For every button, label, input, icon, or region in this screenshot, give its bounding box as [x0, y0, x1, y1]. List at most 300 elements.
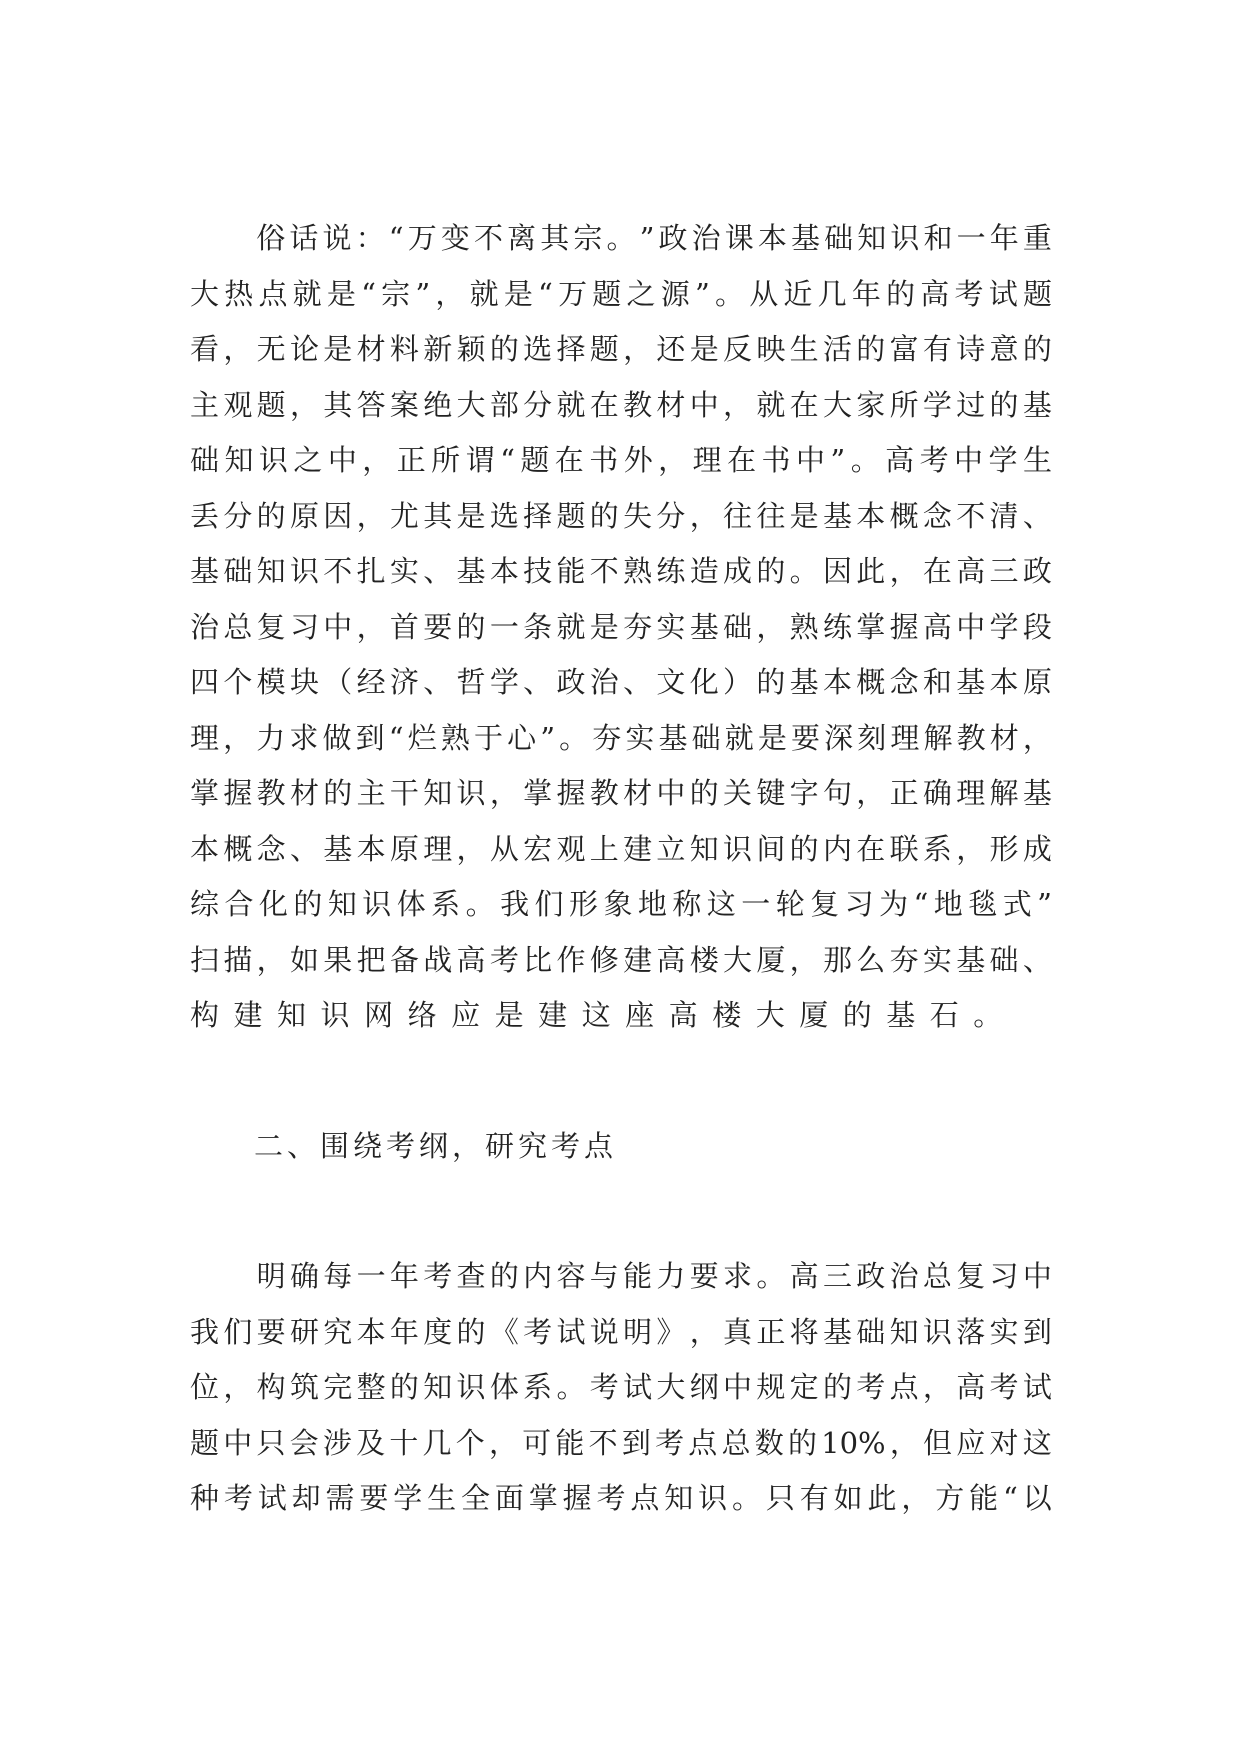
- text-glyph: [223, 1249, 252, 1305]
- text-glyph: 分: [656, 498, 686, 533]
- text-glyph: 描: [223, 942, 253, 977]
- text-glyph: 考: [919, 443, 949, 477]
- text-glyph: 年: [851, 276, 881, 311]
- text-glyph: 研: [289, 1314, 319, 1349]
- text-glyph: 题: [556, 498, 586, 533]
- text-glyph: 习: [989, 1259, 1019, 1293]
- text-glyph: 实: [389, 554, 419, 588]
- text-glyph: 尤: [389, 498, 419, 533]
- text-glyph: 知: [256, 554, 286, 588]
- text-glyph: 高: [920, 276, 950, 311]
- text-glyph: 的: [323, 776, 353, 810]
- text-glyph: 如: [289, 942, 319, 977]
- text-glyph: 间: [756, 831, 786, 866]
- text-glyph: 大: [755, 998, 785, 1032]
- text-line: [190, 1416, 1052, 1472]
- text-glyph: 源: [660, 276, 690, 311]
- text-glyph: 础: [190, 443, 220, 477]
- text-glyph: 每: [323, 1259, 353, 1293]
- text-glyph: 解: [923, 720, 953, 755]
- text-line: [190, 933, 1052, 989]
- text-glyph: 就: [292, 276, 322, 311]
- text-glyph: 是: [757, 720, 787, 755]
- text-glyph: 力: [256, 720, 286, 755]
- text-glyph: 种: [190, 1481, 220, 1515]
- text-glyph: 是: [323, 332, 353, 366]
- text-glyph: 高: [456, 942, 486, 977]
- text-glyph: 知: [889, 1314, 919, 1349]
- text-glyph: 在: [856, 831, 886, 866]
- text-glyph: 考: [423, 1259, 453, 1293]
- text-glyph: 观: [556, 831, 586, 866]
- text-glyph: 可: [522, 1425, 552, 1460]
- text-glyph: ，: [756, 609, 786, 644]
- text-glyph: 教: [256, 776, 286, 810]
- text-glyph: 学: [922, 387, 952, 422]
- text-glyph: 高: [789, 1259, 819, 1293]
- text-glyph: 的: [886, 276, 916, 311]
- text-glyph: 楼: [689, 942, 719, 977]
- text-glyph: ，: [356, 498, 386, 533]
- paragraph-1: [190, 211, 1052, 1044]
- text-glyph: 练: [656, 554, 686, 588]
- text-glyph: 我: [190, 1314, 220, 1349]
- text-glyph: ，: [356, 609, 386, 644]
- text-glyph: 却: [291, 1481, 321, 1515]
- text-glyph: ：: [355, 221, 385, 255]
- text-glyph: 知: [857, 221, 887, 255]
- text-glyph: 能: [555, 1425, 585, 1460]
- text-glyph: 中: [689, 387, 719, 422]
- text-glyph: 理: [956, 776, 986, 810]
- text-glyph: 念: [889, 665, 919, 699]
- text-glyph: 基: [956, 942, 986, 977]
- text-glyph: 总: [922, 1259, 952, 1293]
- text-glyph: 三: [822, 1259, 852, 1293]
- text-glyph: 知: [664, 1481, 694, 1515]
- text-glyph: 考: [655, 1425, 685, 1460]
- text-glyph: 概: [889, 498, 919, 533]
- text-glyph: 生: [427, 1481, 457, 1515]
- text-glyph: 。: [606, 221, 636, 255]
- text-glyph: 这: [581, 998, 611, 1032]
- text-glyph: “: [500, 443, 515, 477]
- text-glyph: 筑: [289, 1370, 319, 1404]
- text-glyph: 知: [689, 831, 719, 866]
- text-glyph: 、: [523, 665, 553, 699]
- text-glyph: 基: [1022, 387, 1052, 422]
- text-glyph: 正: [756, 1314, 786, 1349]
- text-glyph: 夯: [623, 609, 653, 644]
- text-glyph: [190, 1249, 219, 1305]
- text-glyph: 综: [190, 887, 220, 921]
- text-glyph: 材: [656, 387, 686, 422]
- text-glyph: 识: [320, 998, 350, 1032]
- text-line: [190, 544, 1052, 600]
- text-glyph: 要: [359, 1481, 389, 1515]
- text-glyph: 的: [389, 1370, 419, 1404]
- text-glyph: 构: [256, 1370, 286, 1404]
- text-glyph: 的: [589, 498, 619, 533]
- text-glyph: 在: [589, 387, 619, 422]
- text-glyph: 要: [423, 609, 453, 644]
- text-glyph: 只: [256, 1425, 286, 1460]
- text-glyph: 字: [789, 776, 819, 810]
- text-glyph: 是: [456, 498, 486, 533]
- text-glyph: 三: [989, 554, 1019, 588]
- text-glyph: 到: [355, 720, 385, 755]
- text-glyph: 个: [223, 665, 253, 699]
- text-glyph: 不: [589, 554, 619, 588]
- text-glyph: 概: [223, 831, 253, 866]
- text-glyph: 往: [756, 498, 786, 533]
- text-glyph: 高: [885, 443, 915, 477]
- text-glyph: 试: [556, 1314, 586, 1349]
- text-glyph: 建: [623, 942, 653, 977]
- text-glyph: 、: [1022, 942, 1052, 977]
- text-glyph: 宏: [523, 831, 553, 866]
- text-glyph: “: [388, 720, 404, 755]
- text-glyph: ，: [1022, 720, 1052, 755]
- text-glyph: 学: [989, 609, 1019, 644]
- text-glyph: 》: [656, 1314, 686, 1349]
- text-glyph: 大: [190, 276, 220, 311]
- text-glyph: 点: [258, 276, 288, 311]
- text-glyph: 家: [856, 387, 886, 422]
- text-glyph: 于: [473, 720, 503, 755]
- text-glyph: 基: [822, 1314, 852, 1349]
- text-glyph: 此: [856, 554, 886, 588]
- text-glyph: 整: [356, 1370, 386, 1404]
- text-glyph: ，: [789, 942, 819, 977]
- text-glyph: “: [538, 276, 553, 311]
- text-glyph: 点: [889, 1370, 919, 1404]
- text-glyph: 材: [623, 776, 653, 810]
- text-glyph: 中: [956, 609, 986, 644]
- text-glyph: ，: [956, 831, 986, 866]
- text-glyph: 的: [689, 776, 719, 810]
- text-glyph: 从: [749, 276, 779, 311]
- text-glyph: 轮: [775, 887, 805, 921]
- text-glyph: 握: [562, 1481, 592, 1515]
- text-line: [190, 1249, 1052, 1305]
- text-glyph: 高: [956, 1370, 986, 1404]
- text-glyph: 建: [538, 998, 568, 1032]
- text-glyph: 解: [989, 776, 1019, 810]
- text-glyph: 观: [223, 387, 253, 422]
- text-glyph: 涉: [322, 1425, 352, 1460]
- text-glyph: 是: [494, 998, 524, 1032]
- text-glyph: ，: [435, 276, 465, 311]
- text-glyph: 总: [223, 609, 253, 644]
- text-glyph: 基: [323, 831, 353, 866]
- text-glyph: 分: [523, 387, 553, 422]
- text-glyph: 原: [289, 498, 319, 533]
- text-glyph: 本: [856, 498, 886, 533]
- text-glyph: 合: [224, 887, 254, 921]
- text-glyph: 础: [989, 942, 1019, 977]
- text-glyph: 往: [723, 498, 753, 533]
- text-glyph: 的: [842, 998, 872, 1032]
- text-glyph: 的: [489, 1259, 519, 1293]
- text-glyph: 到: [621, 1425, 651, 1460]
- text-glyph: 理: [890, 720, 920, 755]
- text-glyph: 其: [540, 221, 570, 255]
- text-glyph: 识: [922, 1314, 952, 1349]
- text-glyph: 就: [556, 609, 586, 644]
- text-glyph: 、: [623, 665, 653, 699]
- text-glyph: 识: [456, 776, 486, 810]
- text-glyph: 个: [455, 1425, 485, 1460]
- text-glyph: 础: [824, 221, 854, 255]
- text-glyph: 主: [356, 776, 386, 810]
- text-glyph: 不: [323, 554, 353, 588]
- text-glyph: 几: [422, 1425, 452, 1460]
- text-glyph: 新: [423, 332, 453, 366]
- text-glyph: 确: [289, 1259, 319, 1293]
- text-glyph: ”: [639, 221, 655, 255]
- text-glyph: 块: [289, 665, 319, 699]
- text-glyph: 答: [356, 387, 386, 422]
- text-line: [190, 1305, 1052, 1361]
- text-glyph: 失: [623, 498, 653, 533]
- text-glyph: 考: [223, 1481, 253, 1515]
- text-glyph: 中: [223, 1425, 253, 1460]
- text-glyph: 就: [756, 387, 786, 422]
- text-glyph: 念: [922, 498, 952, 533]
- text-glyph: 大: [822, 387, 852, 422]
- text-glyph: 就: [724, 720, 754, 755]
- text-glyph: 题: [256, 387, 286, 422]
- text-glyph: 过: [956, 387, 986, 422]
- text-glyph: 真: [723, 1314, 753, 1349]
- text-glyph: 知: [423, 776, 453, 810]
- text-glyph: 在: [789, 387, 819, 422]
- text-glyph: 说: [589, 1314, 619, 1349]
- text-glyph: 夯: [592, 720, 622, 755]
- text-glyph: 。: [789, 554, 819, 588]
- text-glyph: 变: [440, 221, 470, 255]
- text-glyph: 的: [293, 887, 323, 921]
- text-glyph: 么: [856, 942, 886, 977]
- text-glyph: 式: [1002, 887, 1032, 921]
- text-glyph: “: [1003, 1481, 1018, 1515]
- text-glyph: ，: [889, 554, 919, 588]
- text-glyph: 就: [469, 276, 499, 311]
- text-glyph: 系: [922, 831, 952, 866]
- text-glyph: 度: [423, 1314, 453, 1349]
- text-glyph: 、: [423, 665, 453, 699]
- text-glyph: 会: [289, 1425, 319, 1460]
- text-glyph: 以: [1022, 1481, 1052, 1515]
- text-line: [190, 322, 1052, 378]
- text-glyph: 明: [256, 1259, 286, 1293]
- text-glyph: 楼: [712, 998, 742, 1032]
- text-glyph: 所: [431, 443, 461, 477]
- text-glyph: ）: [723, 665, 753, 699]
- text-glyph: 不: [956, 498, 986, 533]
- text-line: [190, 489, 1052, 545]
- text-glyph: 络: [407, 998, 437, 1032]
- text-glyph: 全: [461, 1481, 491, 1515]
- text-glyph: 题: [190, 1425, 220, 1460]
- text-glyph: 本: [356, 831, 386, 866]
- text-glyph: 正: [396, 443, 426, 477]
- text-glyph: 学: [988, 443, 1018, 477]
- text-glyph: 们: [534, 887, 564, 921]
- text-glyph: 内: [822, 831, 852, 866]
- text-glyph: ”: [1037, 887, 1052, 921]
- text-glyph: 纲: [689, 1370, 719, 1404]
- text-glyph: 年: [389, 1314, 419, 1349]
- text-glyph: 联: [889, 831, 919, 866]
- text-glyph: ，: [223, 1370, 253, 1404]
- text-glyph: ，: [223, 332, 253, 366]
- text-glyph: 关: [723, 776, 753, 810]
- text-glyph: 治: [691, 221, 721, 255]
- text-glyph: 题: [589, 332, 619, 366]
- text-glyph: 备: [389, 942, 419, 977]
- text-glyph: 系: [431, 887, 461, 921]
- text-glyph: 是: [589, 609, 619, 644]
- text-glyph: 深: [824, 720, 854, 755]
- text-glyph: 因: [822, 554, 852, 588]
- text-glyph: 基: [886, 998, 916, 1032]
- text-glyph: 考: [989, 1370, 1019, 1404]
- text-glyph: 规: [756, 1370, 786, 1404]
- text-glyph: 造: [689, 554, 719, 588]
- text-glyph: 学: [393, 1481, 423, 1515]
- text-glyph: 《: [489, 1314, 519, 1349]
- text-glyph: 知: [277, 998, 307, 1032]
- text-glyph: 一: [741, 887, 771, 921]
- text-glyph: 基: [956, 665, 986, 699]
- text-glyph: 能: [969, 1481, 999, 1515]
- text-glyph: 握: [223, 776, 253, 810]
- text-line: [190, 766, 1052, 822]
- text-glyph: 从: [489, 831, 519, 866]
- text-glyph: 网: [364, 998, 394, 1032]
- text-glyph: [190, 211, 219, 267]
- paragraph-2: [190, 1249, 1052, 1527]
- text-glyph: 构: [190, 998, 220, 1032]
- text-glyph: 条: [523, 609, 553, 644]
- text-glyph: 。: [850, 443, 880, 477]
- text-glyph: 熟: [789, 609, 819, 644]
- text-glyph: 识: [362, 887, 392, 921]
- text-glyph: 考: [489, 942, 519, 977]
- text-glyph: 颖: [456, 332, 486, 366]
- text-glyph: 离: [507, 221, 537, 255]
- text-glyph: 本: [489, 554, 519, 588]
- text-glyph: 将: [789, 1314, 819, 1349]
- text-glyph: 理: [423, 831, 453, 866]
- text-glyph: 治: [889, 1259, 919, 1293]
- text-glyph: 如: [833, 1481, 863, 1515]
- text-glyph: 本: [822, 665, 852, 699]
- text-glyph: 之: [293, 443, 323, 477]
- text-glyph: 掌: [190, 776, 220, 810]
- text-glyph: 案: [389, 387, 419, 422]
- text-glyph: 是: [789, 498, 819, 533]
- text-glyph: 。: [756, 1259, 786, 1293]
- text-glyph: 原: [389, 831, 419, 866]
- text-glyph: 诗: [956, 332, 986, 366]
- text-glyph: 象: [603, 887, 633, 921]
- text-glyph: 基: [456, 554, 486, 588]
- text-glyph: 理: [190, 720, 220, 755]
- text-glyph: 习: [844, 887, 874, 921]
- text-glyph: 教: [623, 387, 653, 422]
- text-glyph: 这: [1022, 1425, 1052, 1460]
- text-glyph: 考: [523, 1314, 553, 1349]
- text-glyph: 哲: [456, 665, 486, 699]
- text-glyph: 实: [989, 1314, 1019, 1349]
- text-glyph: 是: [503, 276, 533, 311]
- text-glyph: 扎: [356, 554, 386, 588]
- text-glyph: 和: [923, 221, 953, 255]
- text-glyph: 厦: [799, 998, 829, 1032]
- text-glyph: 复: [810, 887, 840, 921]
- text-glyph: 的: [756, 665, 786, 699]
- text-glyph: 。: [559, 720, 589, 755]
- text-glyph: 本: [989, 665, 1019, 699]
- text-glyph: ，: [362, 443, 392, 477]
- text-glyph: 正: [889, 776, 919, 810]
- text-line: [190, 267, 1052, 323]
- text-glyph: 知: [423, 1370, 453, 1404]
- text-glyph: 在: [554, 443, 584, 477]
- text-glyph: 试: [988, 276, 1018, 311]
- text-glyph: 中: [327, 443, 357, 477]
- text-glyph: 部: [489, 387, 519, 422]
- text-glyph: 但: [923, 1425, 953, 1460]
- text-glyph: 作: [556, 942, 586, 977]
- text-glyph: 政: [658, 221, 688, 255]
- text-glyph: 知: [327, 887, 357, 921]
- text-glyph: 试: [1022, 1370, 1052, 1404]
- text-glyph: ”: [415, 276, 431, 311]
- text-glyph: 论: [289, 332, 319, 366]
- text-glyph: 宗: [381, 276, 411, 311]
- text-line: [190, 988, 1052, 1044]
- text-glyph: 基: [658, 720, 688, 755]
- text-glyph: 能: [623, 1259, 653, 1293]
- text-glyph: 识: [456, 1370, 486, 1404]
- text-line: [190, 211, 1052, 267]
- text-glyph: 熟: [440, 720, 470, 755]
- text-glyph: 俗: [256, 221, 286, 255]
- text-glyph: 容: [556, 1259, 586, 1293]
- text-glyph: 面: [494, 1481, 524, 1515]
- text-glyph: 。: [973, 998, 1003, 1032]
- text-glyph: 体: [489, 1370, 519, 1404]
- text-glyph: 比: [523, 942, 553, 977]
- text-glyph: 分: [223, 498, 253, 533]
- text-glyph: 究: [323, 1314, 353, 1349]
- text-glyph: 其: [323, 387, 353, 422]
- text-glyph: 座: [625, 998, 655, 1032]
- text-glyph: 识: [698, 1481, 728, 1515]
- text-glyph: “: [388, 221, 404, 255]
- text-glyph: 方: [935, 1481, 965, 1515]
- text-glyph: 选: [489, 498, 519, 533]
- text-glyph: 形: [568, 887, 598, 921]
- text-glyph: 主: [190, 387, 220, 422]
- text-glyph: ，: [256, 942, 286, 977]
- text-glyph: 础: [223, 554, 253, 588]
- text-glyph: 战: [423, 942, 453, 977]
